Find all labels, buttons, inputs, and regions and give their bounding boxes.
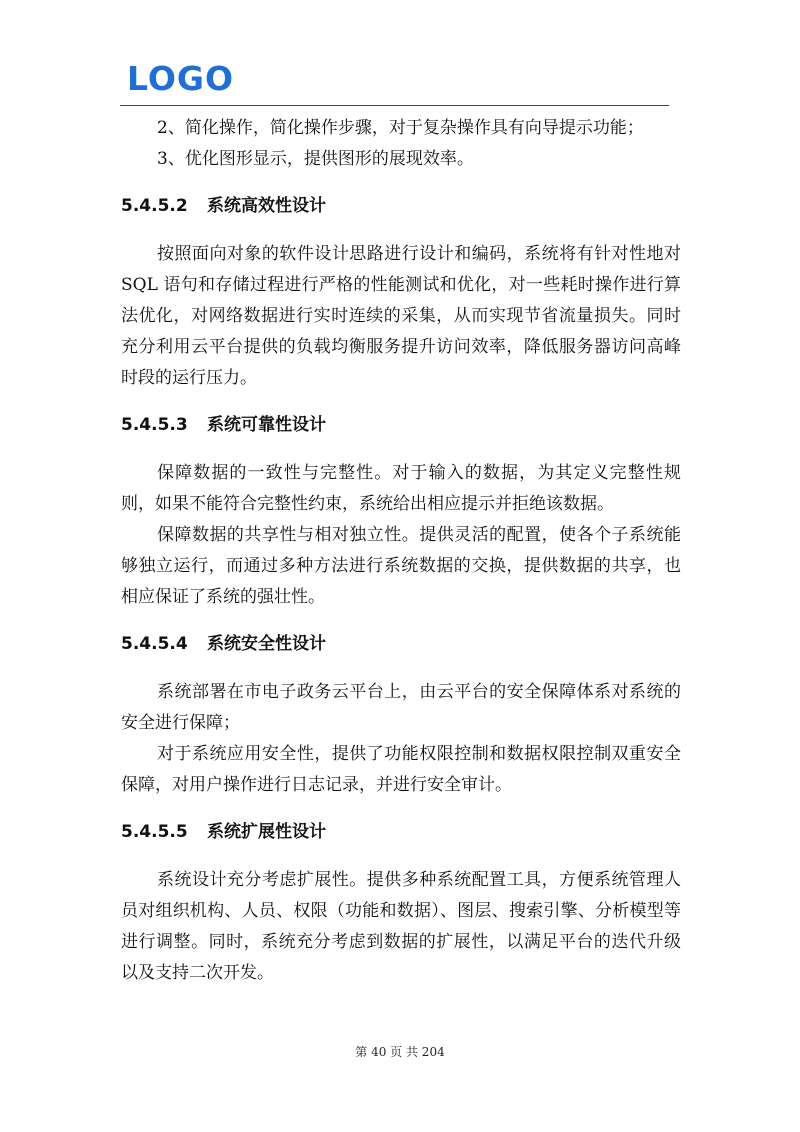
section-title: 系统高效性设计 [207,196,326,216]
section-title: 系统安全性设计 [207,634,326,654]
section-number: 5.4.5.5 [121,822,188,842]
page-number: 第 40 页 共 204 [355,1045,445,1059]
section-title: 系统扩展性设计 [207,822,326,842]
section-number: 5.4.5.3 [121,415,188,435]
section-title: 系统可靠性设计 [207,415,326,435]
paragraph: 系统设计充分考虑扩展性。提供多种系统配置工具，方便系统管理人员对组织机构、人员、权限（功能和数据）、图层、搜索引擎、分析模型等进行调整。同时，系统充分考虑到数据的扩展性，以满足平台的迭代升级以及支持二次开发。 [121,870,681,983]
paragraph: 保障数据的共享性与相对独立性。提供灵活的配置，使各个子系统能够独立运行，而通过多种方法进行系统数据的交换，提供数据的共享，也相应保证了系统的强壮性。 [121,525,681,607]
section-heading-5-4-5-2 [121,191,681,222]
section-heading-5-4-5-5 [121,817,681,848]
section-heading-5-4-5-3 [121,410,681,441]
paragraph: 对于系统应用安全性，提供了功能权限控制和数据权限控制双重安全保障，对用户操作进行日志记录，并进行安全审计。 [121,744,681,795]
intro-item-2: 2、简化操作，简化操作步骤，对于复杂操作具有向导提示功能； [157,118,644,138]
section-heading-5-4-5-4 [121,629,681,660]
paragraph: 按照面向对象的软件设计思路进行设计和编码，系统将有针对性地对 SQL 语句和存储过程进行严格的性能测试和优化，对一些耗时操作进行算法优化，对网络数据进行实时连续的采集，从而实现节省流量损失。同时充分利用云平台提供的负载均衡服务提升访问效率，降低服务器访问高峰时段的运行压力。 [121,244,681,388]
document-body [121,113,681,989]
header-divider [120,105,669,106]
section-number: 5.4.5.2 [121,196,188,216]
logo: LOGO [127,59,235,98]
paragraph: 保障数据的一致性与完整性。对于输入的数据，为其定义完整性规则，如果不能符合完整性约束，系统给出相应提示并拒绝该数据。 [121,463,681,514]
intro-item-3: 3、优化图形显示，提供图形的展现效率。 [157,149,474,169]
section-number: 5.4.5.4 [121,634,188,654]
paragraph: 系统部署在市电子政务云平台上，由云平台的安全保障体系对系统的安全进行保障； [121,682,681,733]
